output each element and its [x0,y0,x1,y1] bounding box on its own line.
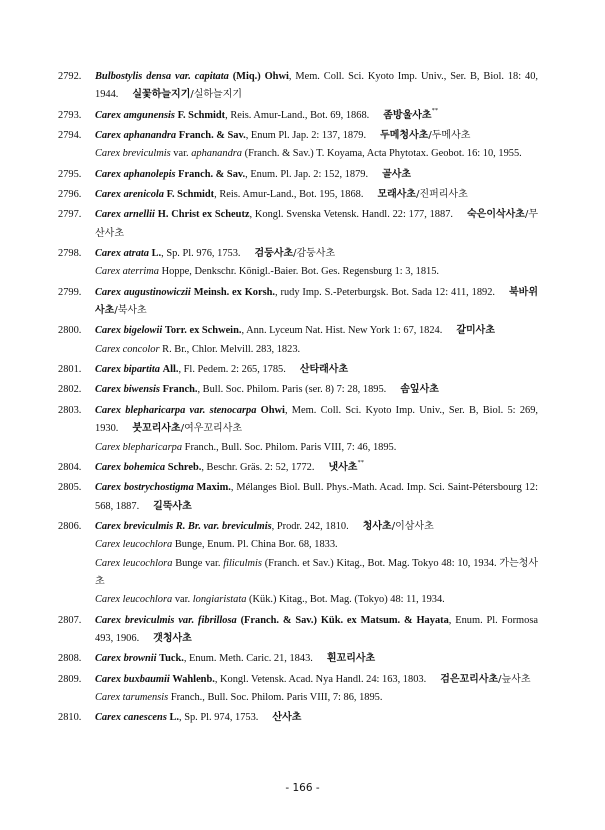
author: H. Christ ex Scheutz [157,209,250,221]
species-entry [58,68,538,105]
species-entry [58,322,538,359]
accepted-name [95,402,538,439]
scientific-name: Bulbostylis densa var. capitata [95,71,229,82]
entry-number: 2807. [58,614,82,626]
entry-number: 2796. [58,189,82,200]
scientific-name: Carex bohemica [95,461,166,473]
accepted-name [95,518,538,536]
synonym-korean-name: 가는청사초 [95,557,539,588]
korean-name: 산사초 [272,712,302,724]
citation: , Mem. Coll. Sci. Kyoto Imp. Univ., Ser. B, Biol. 5: 269, 1930. [95,404,538,435]
entry-body [95,322,538,359]
synonym-citation: R. Br., Chlor. Melvill. 283, 1823. [159,343,301,355]
entry-number: 2802. [58,384,82,396]
entry-body [95,671,538,708]
species-entry [58,245,538,282]
entry-body [95,709,538,727]
scientific-name: Carex atrata [95,248,149,259]
page-number: - 166 - [285,782,320,794]
species-entry [58,671,538,708]
korean-name: 골사초 [382,168,412,180]
species-entry [58,206,538,243]
author: All. [162,364,179,376]
accepted-name [95,709,538,727]
author: F. Schmidt [177,109,226,121]
citation: , Reis. Amur-Land., Bot. 69, 1868. [225,109,370,121]
korean-name: 검둥사초 [254,248,294,259]
citation: , Sp. Pl. 976, 1753. [161,248,241,259]
synonym-name: Carex concolor [95,343,160,355]
korean-name: 실꽃하늘지기 [132,89,191,101]
accepted-name [95,68,538,105]
synonym-citation: Franch., Bull. Soc. Philom. Paris VIII, 7: 46, 1895. [182,441,397,453]
accepted-name [95,650,538,668]
scientific-name: Carex augustinowiczii [95,286,191,298]
synonym-citation: (Franch. et Sav.) Kitag., Bot. Mag. Tokyo 48: 10, 1934. [261,557,497,569]
author: Wahlenb. [172,673,215,685]
entry-body [95,650,538,668]
status-mark: ** [431,106,439,114]
korean-name: 붓꼬리사초 [132,423,181,435]
synonym-name: Carex leucochlora [95,557,173,569]
korean-name: 청사초 [362,520,392,532]
citation: , rudy Imp. S.-Peterburgsk. Bot. Sada 12: 411, 1892. [275,286,496,298]
citation: , Sp. Pl. 974, 1753. [179,712,259,724]
synonym [95,341,538,359]
author: L. [169,712,180,724]
entry-body [95,166,538,184]
korean-name: 흰꼬리사초 [326,653,376,665]
entry-number: 2808. [58,653,82,665]
accepted-name [95,381,538,399]
entry-body [95,518,538,610]
author: Franch. & Sav. [178,168,246,180]
accepted-name [95,284,538,321]
korean-alt-name: /실하늘지기 [190,89,243,101]
korean-name: 냇사초 [328,461,358,473]
synonym-rank: var. [170,148,192,160]
citation: , Prodr. 242, 1810. [271,520,349,532]
entry-number: 2795. [58,168,82,180]
synonym-name: Carex leucochlora [95,594,173,606]
author: (Miq.) Ohwi [232,71,289,82]
synonym [95,263,538,281]
author: Franch. & Sav. [178,130,246,141]
synonym-citation: Hoppe, Denkschr. Königl.-Baier. Bot. Ges. Regensburg 1: 3, 1815. [158,266,440,278]
entry-number: 2804. [58,461,82,473]
accepted-name [95,479,538,516]
korean-alt-name: /무산사초 [95,209,538,239]
entry-body [95,459,538,477]
synonym-epithet: aphanandra [191,148,243,160]
author: Maxim. [196,482,231,494]
species-entry [58,518,538,610]
entry-body [95,186,538,204]
citation: , Beschr. Gräs. 2: 52, 1772. [201,461,315,473]
synonym [95,439,538,457]
status-mark: ** [357,458,364,466]
species-entry [58,186,538,204]
accepted-name [95,166,538,184]
entry-number: 2805. [58,482,82,494]
entry-body [95,479,538,516]
species-list [58,68,538,730]
entry-number: 2800. [58,325,82,337]
scientific-name: Carex bigelowii [95,325,163,337]
citation: , Fl. Pedem. 2: 265, 1785. [178,364,286,376]
species-entry [58,709,538,727]
synonym [95,555,538,592]
korean-name: 갈미사초 [456,325,495,337]
citation: , Ann. Lyceum Nat. Hist. New York 1: 67, 1824. [241,325,443,337]
species-entry [58,166,538,184]
synonym-citation: Franch., Bull. Soc. Philom. Paris VIII, 7: 86, 1895. [168,692,383,704]
author: L. [151,248,162,259]
scientific-name: Carex aphanandra [95,130,177,141]
synonym-name: Carex aterrima [95,266,159,278]
scientific-name: Carex aphanolepis [95,168,176,180]
accepted-name [95,322,538,340]
korean-alt-name: /북사초 [114,305,147,317]
entry-number: 2797. [58,209,82,221]
korean-alt-name: /이삼사초 [391,520,434,532]
scientific-name: Carex bostrychostigma [95,482,194,494]
korean-name: 산타래사초 [299,364,349,376]
synonym [95,689,538,707]
entry-body [95,361,538,379]
accepted-name [95,459,538,477]
entry-number: 2801. [58,364,82,376]
author: Torr. ex Schwein. [164,325,242,337]
scientific-name: Carex blepharicarpa var. stenocarpa [95,404,257,416]
korean-name: 두메청사초 [380,130,429,141]
korean-name: 길뚝사초 [153,500,192,512]
accepted-name [95,206,538,243]
synonym [95,591,538,609]
korean-alt-name: /두메사초 [428,130,471,141]
species-entry [58,284,538,321]
korean-name: 갯청사초 [153,633,192,645]
entry-number: 2792. [58,71,82,82]
scientific-name: Carex buxbaumii [95,673,170,685]
entry-body [95,612,538,649]
synonym-epithet: filiculmis [223,557,262,569]
citation: , Reis. Amur-Land., Bot. 195, 1868. [214,189,364,200]
scientific-name: Carex amgunensis [95,109,175,121]
scientific-name: Carex arnellii [95,209,155,221]
korean-alt-name: /여우꼬리사초 [180,423,243,435]
korean-name: 좀방울사초 [383,109,432,121]
entry-body [95,107,538,125]
korean-name: 숙은이삭사초 [467,209,525,221]
citation: , Enum. Pl. Formosa 493, 1906. [95,614,538,645]
korean-name: 북바위사초 [95,286,538,317]
entry-body [95,127,538,164]
entry-number: 2799. [58,286,82,298]
entry-number: 2806. [58,520,82,532]
citation: , Kongl. Svenska Vetensk. Handl. 22: 177, 1887. [249,209,453,221]
synonym-citation: Bunge, Enum. Pl. China Bor. 68, 1833. [172,539,338,551]
entry-number: 2810. [58,712,82,724]
species-entry [58,381,538,399]
species-entry [58,612,538,649]
synonym-name: Carex leucochlora [95,539,173,551]
citation: , Mélanges Biol. Bull. Phys.-Math. Acad. Imp. Sci. Saint-Pétersbourg 12: 568, 1887. [95,482,538,512]
korean-name: 모래사초 [377,189,417,200]
accepted-name [95,361,538,379]
author: Meinsh. ex Korsh. [193,286,276,298]
author: (Franch. & Sav.) Kük. ex Matsum. & Hayata [240,614,449,626]
korean-alt-name: /진퍼리사초 [416,189,468,200]
entry-body [95,381,538,399]
author: Schreb. [167,461,202,473]
korean-name: 검은꼬리사초 [440,673,499,685]
species-entry [58,361,538,379]
citation: , Enum. Pl. Jap. 2: 152, 1879. [245,168,369,180]
korean-alt-name: /늪사초 [498,673,531,685]
synonym-rank: Bunge var. [172,557,224,569]
synonym-citation: (Kük.) Kitag., Bot. Mag. (Tokyo) 48: 11, 1934. [246,594,445,606]
entry-body [95,245,538,282]
scientific-name: Carex breviculmis var. fibrillosa [95,614,237,626]
scientific-name: Carex canescens [95,712,167,724]
synonym [95,145,538,163]
synonym-name: Carex tarumensis [95,692,169,704]
author: F. Schmidt [166,189,215,200]
entry-number: 2803. [58,404,82,416]
entry-body [95,68,538,105]
synonym-name: Carex blepharicarpa [95,441,183,453]
synonym-rank: var. [172,594,193,606]
synonym-citation: (Franch. & Sav.) T. Koyama, Acta Phytotax. Geobot. 16: 10, 1955. [242,148,522,160]
accepted-name [95,107,538,125]
entry-number: 2794. [58,130,82,141]
entry-body [95,206,538,243]
author: Tuck. [159,653,184,665]
synonym [95,536,538,554]
citation: , Enum Pl. Jap. 2: 137, 1879. [245,130,367,141]
korean-name: 솜잎사초 [400,384,439,396]
citation: , Kongl. Vetensk. Acad. Nya Handl. 24: 163, 1803. [214,673,427,685]
korean-alt-name: /감둥사초 [293,248,336,259]
accepted-name [95,671,538,689]
species-entry [58,459,538,477]
entry-number: 2809. [58,673,82,685]
accepted-name [95,186,538,204]
species-entry [58,127,538,164]
citation: , Mem. Coll. Sci. Kyoto Imp. Univ., Ser. B, Biol. 18: 40, 1944. [95,71,538,101]
entry-body [95,402,538,457]
accepted-name [95,127,538,145]
accepted-name [95,612,538,649]
scientific-name: Carex bipartita [95,364,160,376]
synonym-epithet: longiaristata [192,594,247,606]
accepted-name [95,245,538,263]
scientific-name: Carex breviculmis R. Br. var. breviculmis [95,520,272,532]
entry-number: 2793. [58,109,82,121]
scientific-name: Carex brownii [95,653,157,665]
entry-number: 2798. [58,248,82,259]
scientific-name: Carex arenicola [95,189,164,200]
species-entry [58,479,538,516]
scientific-name: Carex biwensis [95,384,160,396]
species-entry [58,402,538,457]
species-entry [58,650,538,668]
species-entry [58,107,538,125]
synonym-name: Carex breviculmis [95,148,171,160]
author: Franch. [162,384,198,396]
entry-body [95,284,538,321]
author: Ohwi [260,404,285,416]
citation: , Bull. Soc. Philom. Paris (ser. 8) 7: 28, 1895. [197,384,387,396]
citation: , Enum. Meth. Caric. 21, 1843. [183,653,313,665]
